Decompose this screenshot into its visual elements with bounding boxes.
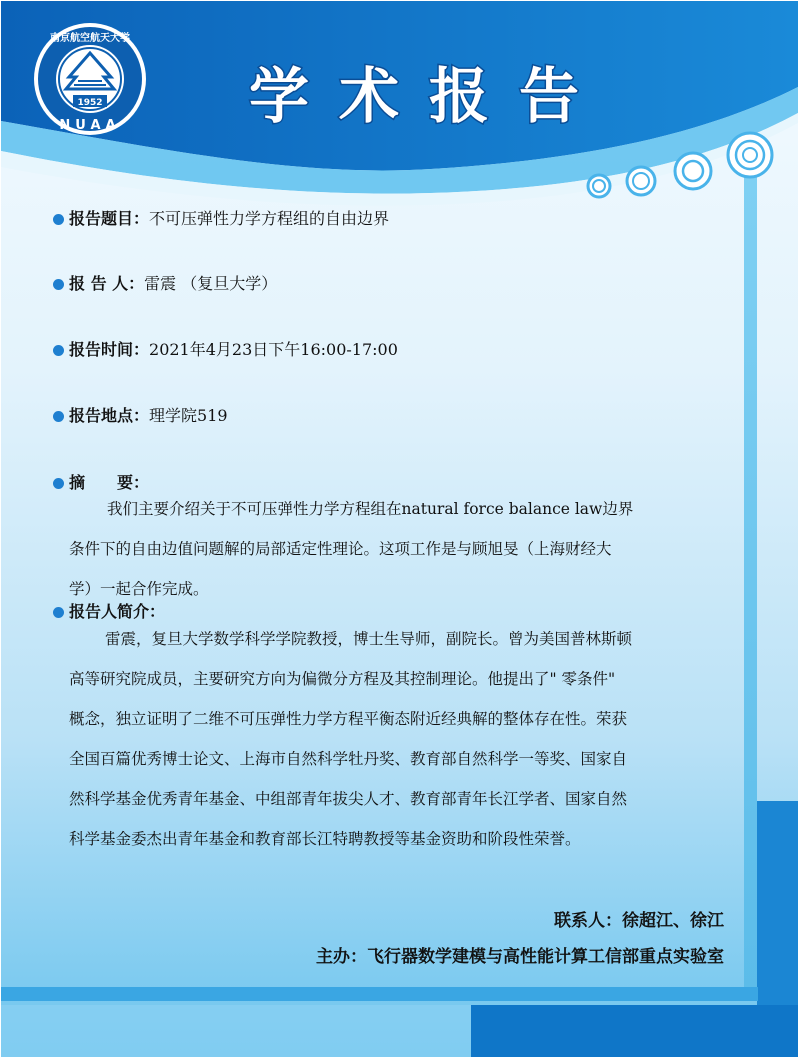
bullet-icon [53,607,64,618]
poster [1,1,798,1057]
bullet-icon [53,214,64,225]
svg-text:1952: 1952 [77,98,103,108]
contact-person: 联系人：徐超江、徐江 [554,911,724,931]
page-title-text: 学术报告 [249,62,609,132]
bio-line: 雷震，复旦大学数学科学学院教授，博士生导师，副院长。曾为美国普林斯顿 [105,630,633,648]
bullet-icon [53,478,64,489]
bio-line: 科学基金委杰出青年基金和教育部长江特聘教授等基金资助和阶段性荣誉。 [69,830,581,848]
place-row [53,403,228,426]
bio-body [69,619,749,859]
host-organization: 主办：飞行器数学建模与高性能计算工信部重点实验室 [316,947,724,967]
place-label: 报告地点： [69,406,150,425]
abstract-line: 条件下的自由边值问题解的局部适定性理论。这项工作是与顾旭旻（上海财经大 [69,540,612,558]
topic-value: 不可压弹性力学方程组的自由边界 [149,209,390,228]
abstract-label: 摘 要： [69,473,150,492]
svg-text:NUAA: NUAA [59,118,121,133]
bullet-icon [53,411,64,422]
abstract-body [69,489,749,609]
svg-text:南京航空航天大学: 南京航空航天大学 [50,33,130,44]
bio-line: 概念，独立证明了二维不可压弹性力学方程平衡态附近经典解的整体存在性。荣获 [69,710,628,728]
page-title [241,57,621,137]
bullet-icon [53,279,64,290]
bio-line: 全国百篇优秀博士论文、上海市自然科学牡丹奖、教育部自然科学一等奖、国家自 [69,750,628,768]
nuaa-emblem-icon [29,21,154,139]
topic-row [53,206,389,229]
bullet-icon [53,345,64,356]
bio-line: 高等研究院成员，主要研究方向为偏微分方程及其控制理论。他提出了" 零条件" [69,670,616,688]
bio-label: 报告人简介： [69,602,166,621]
speaker-value: 雷震 （复旦大学） [144,274,278,293]
abstract-line: 学）一起合作完成。 [69,580,209,598]
time-row [53,337,398,360]
time-label: 报告时间： [69,340,150,359]
speaker-label: 报 告 人： [69,274,145,293]
abstract-line: 我们主要介绍关于不可压弹性力学方程组在natural force balance law边界 [107,500,634,518]
place-value: 理学院519 [149,406,228,425]
speaker-row [53,271,277,294]
topic-label: 报告题目： [69,209,150,228]
bio-line: 然科学基金优秀青年基金、中组部青年拔尖人才、教育部青年长江学者、国家自然 [69,790,628,808]
time-value: 2021年4月23日下午16:00-17:00 [149,340,398,359]
